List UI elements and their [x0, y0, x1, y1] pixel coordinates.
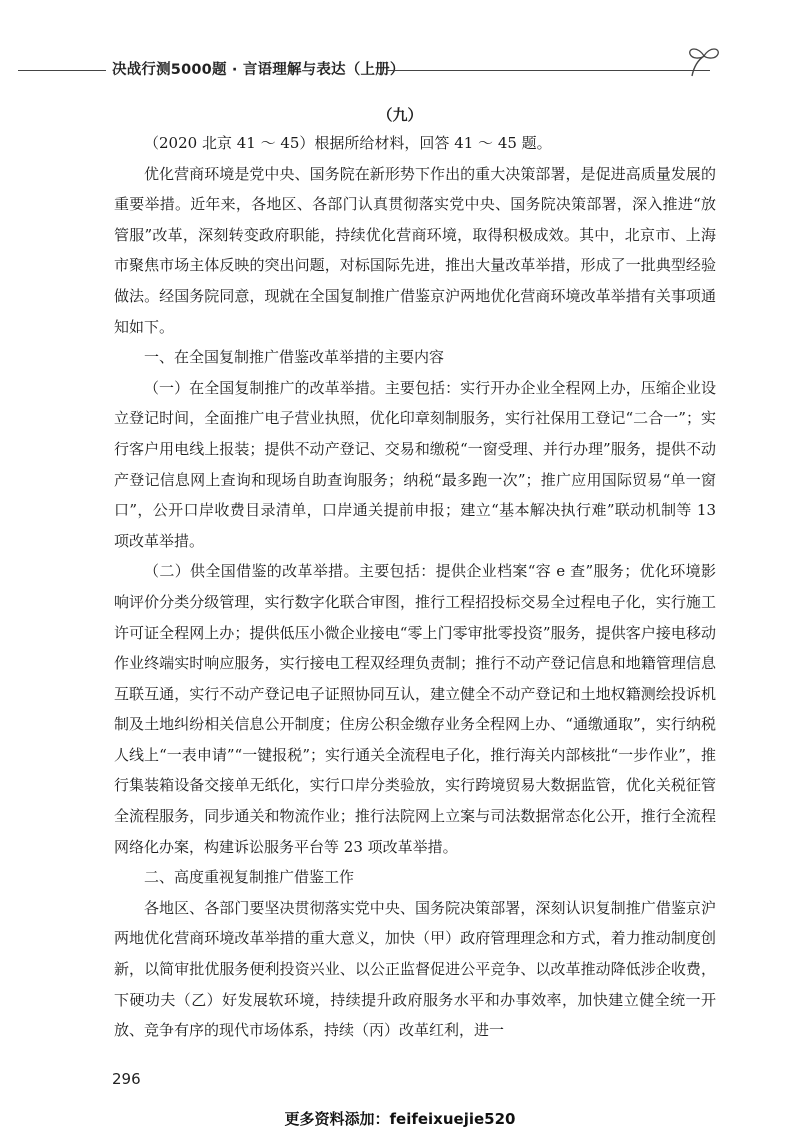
- book-title: 决战行测5000题 · 言语理解与表达（上册）: [112, 62, 405, 78]
- paragraph-reference-measures: （二）供全国借鉴的改革举措。主要包括：提供企业档案“容 e 查”服务；优化环境影响评价分类分级管理，实行数字化联合审图，推行工程招投标交易全过程电子化，实行施工许可证全程网上办；提供低压小微企业接电“零上门零审批零投资”服务，提供客户接电移动作业终端实时响应服务，实行接电工程双经理负责制；推行不动产登记信息和地籍管理信息互联互通，实行不动产登记电子证照协同互认，建立健全不动产登记和土地权籍测绘投诉机制及土地纠纷相关信息公开制度；住房公积金缴存业务全程网上办、“通缴通取”，实行纳税人线上“一表申请”“一键报税”；实行通关全流程电子化，推行海关内部核批“一步作业”，推行集装箱设备交接单无纸化，实行口岸分类验放，实行跨境贸易大数据监管，优化关税征管全流程服务，同步通关和物流作业；推行法院网上立案与司法数据常态化公开，推行全流程网络化办案，构建诉讼服务平台等 23 项改革举措。: [114, 562, 716, 856]
- header-rule-left: [18, 70, 106, 71]
- paragraph-requirements: 各地区、各部门要坚决贯彻落实党中央、国务院决策部署，深刻认识复制推广借鉴京沪两地优化营商环境改革举措的重大意义，加快（甲）政府管理理念和方式，着力推动制度创新，以简审批优服务便利投资兴业、以公正监督促进公平竞争、以改革推动降低涉企收费，下硬功夫（乙）好发展软环境，持续提升政府服务水平和办事效率，加快建立健全统一开放、竞争有序的现代市场体系，持续（丙）改革红利，进一: [114, 898, 716, 1040]
- leaf-sprout-icon: [684, 40, 724, 80]
- section-heading: （九）: [377, 106, 423, 124]
- subheading-two: 二、高度重视复制推广借鉴工作: [144, 868, 355, 887]
- running-header: [18, 52, 718, 82]
- paragraph-intro: 优化营商环境是党中央、国务院在新形势下作出的重大决策部署，是促进高质量发展的重要举措。近年来，各地区、各部门认真贯彻落实党中央、国务院决策部署，深入推进“放管服”改革，深刻转变政府职能，持续优化营商环境，取得积极成效。其中，北京市、上海市聚焦市场主体反映的突出问题，对标国际先进，推出大量改革举措，形成了一批典型经验做法。经国务院同意，现就在全国复制推广借鉴京沪两地优化营商环境改革举措有关事项通知如下。: [114, 164, 716, 336]
- footer-note: 更多资料添加：feifeixuejie520: [284, 1110, 516, 1128]
- page-number: 296: [112, 1070, 141, 1088]
- paragraph-nationwide-measures: （一）在全国复制推广的改革举措。主要包括：实行开办企业全程网上办，压缩企业设立登记时间，全面推广电子营业执照，优化印章刻制服务，实行社保用工登记“二合一”；实行客户用电线上报装；提供不动产登记、交易和缴税“一窗受理、并行办理”服务，提供不动产登记信息网上查询和现场自助查询服务；纳税“最多跑一次”；推广应用国际贸易“单一窗口”，公开口岸收费目录清单，口岸通关提前申报；建立“基本解决执行难”联动机制等 13 项改革举措。: [114, 378, 716, 550]
- subheading-one: 一、在全国复制推广借鉴改革举措的主要内容: [144, 348, 445, 367]
- header-rule-right: [386, 70, 710, 71]
- question-instruction: （2020 北京 41 ～ 45）根据所给材料，回答 41 ～ 45 题。: [144, 134, 552, 152]
- passage-body: [114, 128, 716, 1046]
